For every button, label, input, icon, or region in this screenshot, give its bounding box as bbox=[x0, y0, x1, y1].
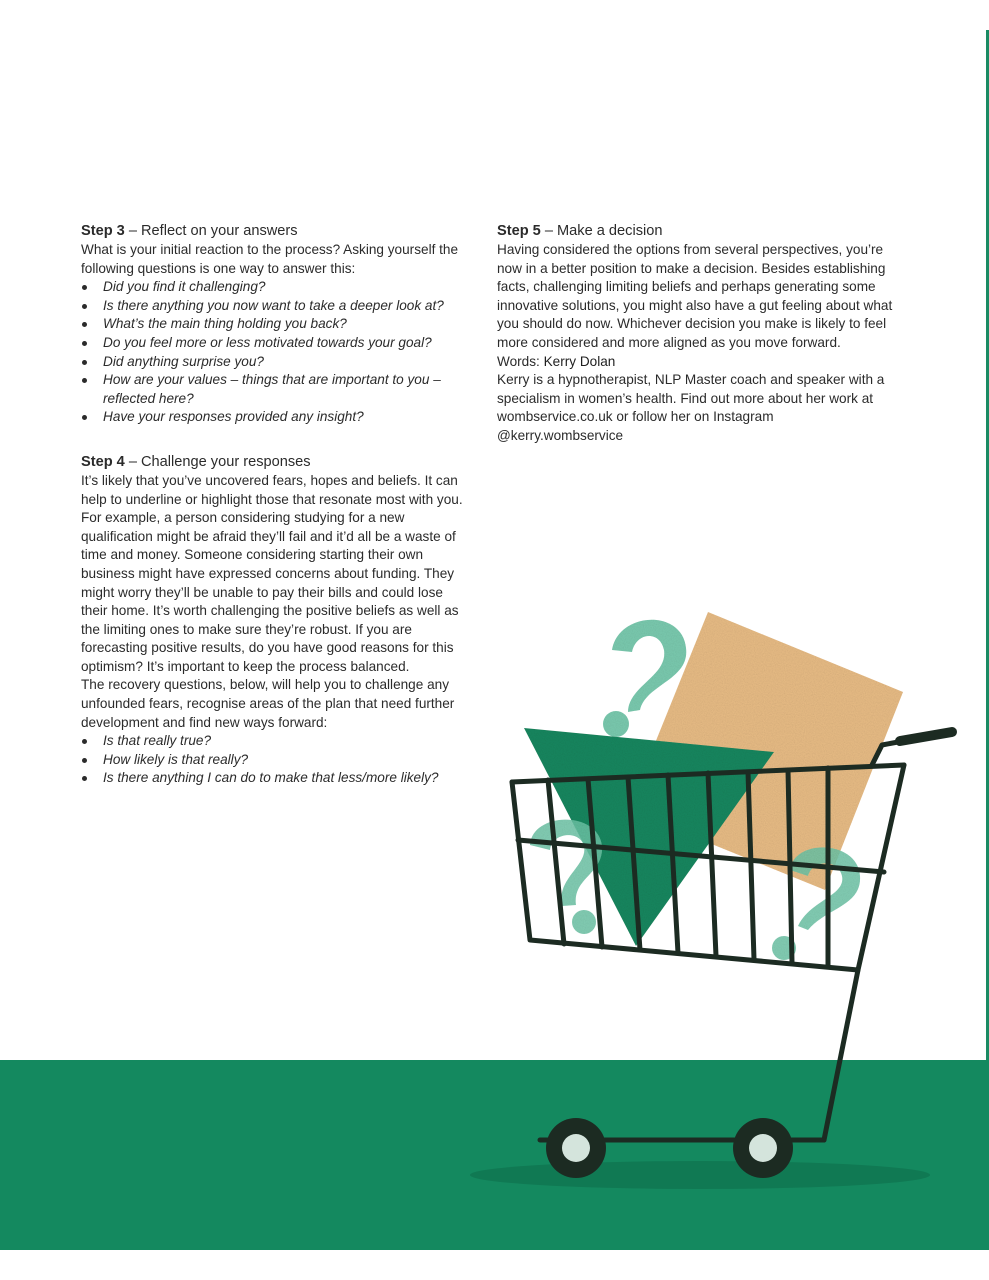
cart-handle-grip bbox=[900, 732, 952, 741]
step4-number: Step 4 bbox=[81, 453, 125, 470]
cart-wheel bbox=[546, 1118, 606, 1178]
list-item: Did anything surprise you? bbox=[81, 353, 466, 372]
author-bio: Kerry is a hypnotherapist, NLP Master coach and speaker with a specialism in women’s health. Find out more about her work at wombservice.co.uk or follow her on Instagram @kerry.wombservice bbox=[497, 372, 885, 443]
cart-shadow bbox=[470, 1161, 930, 1189]
step3-number: Step 3 bbox=[81, 223, 125, 239]
list-item: How are your values – things that are important to you – reflected here? bbox=[81, 371, 466, 408]
step5-paragraph: Having considered the options from several perspectives, you’re now in a better position to make a decision. Besides establishing facts, challenging limiting beliefs and perhaps generating some innovative solutions, you might also have a gut feeling about what you should do now. Whichever decision you make is likely to feel more considered and more aligned as you move forward. bbox=[497, 242, 893, 350]
step4-paragraph-2: The recovery questions, below, will help you to challenge any unfounded fears, recognise areas of the plan that need further development and find new ways forward: bbox=[81, 677, 455, 730]
list-item: How likely is that really? bbox=[81, 751, 466, 770]
list-item: Is there anything I can do to make that less/more likely? bbox=[81, 769, 466, 788]
step3-title: – Reflect on your answers bbox=[124, 223, 298, 239]
cart-wheel bbox=[733, 1118, 793, 1178]
author-name: Kerry Dolan bbox=[543, 353, 616, 369]
step5-title: – Make a decision bbox=[540, 223, 663, 239]
list-item: Is there anything you now want to take a deeper look at? bbox=[81, 297, 466, 316]
step5-number: Step 5 bbox=[497, 223, 541, 239]
list-item: Did you find it challenging? bbox=[81, 278, 466, 297]
list-item: Do you feel more or less motivated towards your goal? bbox=[81, 334, 466, 353]
list-item: Have your responses provided any insight? bbox=[81, 408, 466, 427]
list-item: Is that really true? bbox=[81, 732, 466, 751]
step4-title: – Challenge your responses bbox=[124, 453, 311, 470]
step4-paragraph-1: It’s likely that you’ve uncovered fears, hopes and beliefs. It can help to underline or highlight those that resonate most with you. For example, a person considering studying for a new qualification might be afraid they’ll fail and it’d all be a waste of time and money. Someone considering starting their own business might have expressed concerns about funding. They might worry they’ll be unable to pay their bills and could lose their home. It’s worth challenging the positive beliefs as well as the limiting ones to make sure they’re robust. If you are forecasting positive results, do you have good reasons for this optimism? It’s important to keep the process balanced. bbox=[81, 472, 463, 674]
step3-intro: What is your initial reaction to the process? Asking yourself the following questions is one way to answer this: bbox=[81, 242, 459, 276]
credit-label: Words: bbox=[497, 353, 544, 369]
list-item: What’s the main thing holding you back? bbox=[81, 315, 466, 334]
